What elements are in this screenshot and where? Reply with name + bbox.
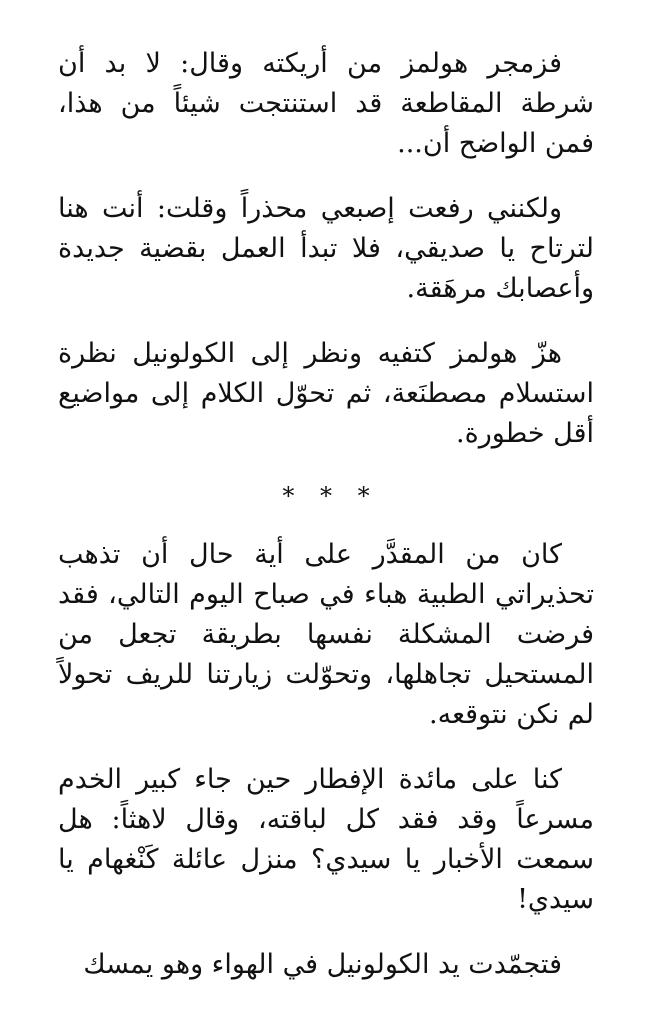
book-page: [58, 44, 594, 1010]
paragraph: ولكنني رفعت إصبعي محذراً وقلت: أنت هنا لترتاح يا صديقي، فلا تبدأ العمل بقضية جديدة وأعصابك مرهَقة.: [58, 193, 594, 304]
paragraph: فزمجر هولمز من أريكته وقال: لا بد أن شرطة المقاطعة قد استنتجت شيئاً من هذا، فمن الواضح أن...: [58, 48, 594, 159]
section-break: * * *: [282, 482, 370, 510]
paragraph: فتجمّدت يد الكولونيل في الهواء وهو يمسك: [83, 949, 562, 980]
paragraph: هزّ هولمز كتفيه ونظر إلى الكولونيل نظرة استسلام مصطنَعة، ثم تحوّل الكلام إلى مواضيع أقل خطورة.: [58, 338, 594, 449]
paragraph: كان من المقدَّر على أية حال أن تذهب تحذيراتي الطبية هباء في صباح اليوم التالي، فقد فرضت المشكلة نفسها بطريقة تجعل من المستحيل تجاهلها، وتحوّلت زيارتنا للريف تحولاً لم نكن نتوقعه.: [58, 539, 594, 730]
paragraph: كنا على مائدة الإفطار حين جاء كبير الخدم مسرعاً وقد فقد كل لباقته، وقال لاهثاً: هل سمعت الأخبار يا سيدي؟ منزل عائلة كَنْغهام يا سيدي!: [58, 764, 594, 915]
